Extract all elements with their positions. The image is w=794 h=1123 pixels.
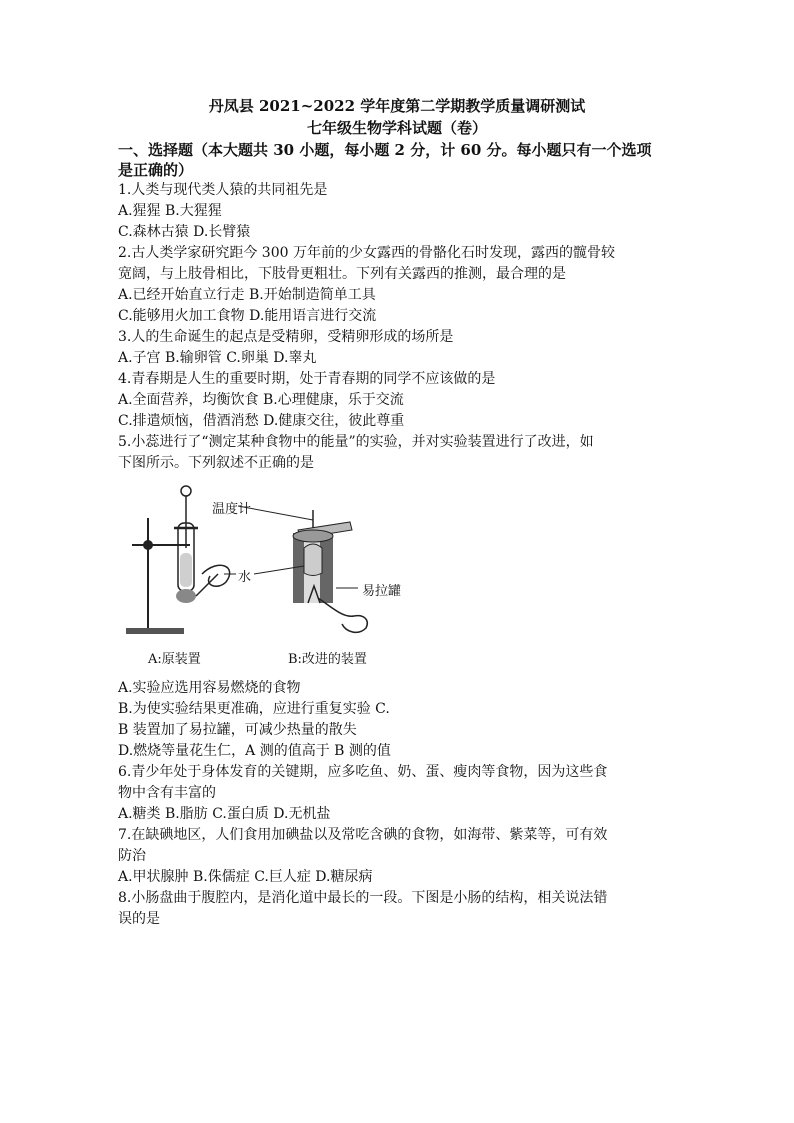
exam-title: 丹凤县 2021~2022 学年度第二学期教学质量调研测试 — [208, 97, 586, 115]
question-7-stem-cont: 防治 — [118, 848, 146, 864]
hand-holder — [318, 598, 367, 632]
question-5-option-b: B.为使实验结果更准确，应进行重复实验 C. — [118, 701, 390, 717]
experiment-figure — [118, 478, 418, 670]
needle-handle — [196, 565, 230, 596]
question-7-options: A.甲状腺肿 B.侏儒症 C.巨人症 D.糖尿病 — [118, 869, 373, 885]
apparatus-b — [293, 510, 367, 632]
label-thermometer: 温度计 — [212, 502, 252, 517]
question-2-options-ab: A.已经开始直立行走 B.开始制造简单工具 — [118, 287, 376, 303]
caption-a: A:原装置 — [148, 652, 201, 667]
exam-subtitle: 七年级生物学科试题（卷） — [306, 119, 487, 137]
question-5-stem-cont: 下图所示。下列叙述不正确的是 — [118, 455, 314, 471]
tube-water — [180, 553, 192, 587]
stand-base — [126, 628, 184, 634]
question-1-options-cd: C.森林古猿 D.长臂猿 — [118, 224, 251, 240]
question-3-options: A.子宫 B.输卵管 C.卵巢 D.睾丸 — [118, 350, 317, 366]
inner-tube — [304, 544, 322, 576]
clamp-joint — [144, 541, 152, 549]
question-5-option-c: B 装置加了易拉罐，可减少热量的散失 — [118, 722, 357, 738]
can-top — [293, 530, 333, 542]
question-8-stem: 8.小肠盘曲于腹腔内，是消化道中最长的一段。下图是小肠的结构，相关说法错 — [118, 890, 608, 906]
burning-food — [176, 589, 196, 603]
question-4-stem: 4.青春期是人生的重要时期，处于青春期的同学不应该做的是 — [118, 371, 496, 387]
question-2-stem-cont: 宽阔，与上肢骨相比，下肢骨更粗壮。下列有关露西的推测，最合理的是 — [118, 266, 566, 282]
question-7-stem: 7.在缺碘地区，人们食用加碘盐以及常吃含碘的食物，如海带、紫菜等，可有效 — [118, 827, 608, 843]
question-1-options-ab: A.猩猩 B.大猩猩 — [118, 203, 222, 219]
question-6-stem: 6.青少年处于身体发育的关键期，应多吃鱼、奶、蛋、瘦肉等食物，因为这些食 — [118, 764, 608, 780]
question-5-option-d: D.燃烧等量花生仁，A 测的值高于 B 测的值 — [118, 743, 391, 759]
question-6-stem-cont: 物中含有丰富的 — [118, 785, 216, 801]
question-5-stem: 5.小蕊进行了“测定某种食物中的能量”的实验，并对实验装置进行了改进，如 — [118, 434, 594, 450]
question-4-options-cd: C.排遣烦恼，借酒消愁 D.健康交往，彼此尊重 — [118, 413, 405, 429]
thermometer-top — [181, 486, 191, 496]
label-can: 易拉罐 — [362, 584, 402, 599]
experiment-diagram — [118, 478, 418, 670]
question-5-option-a: A.实验应选用容易燃烧的食物 — [118, 680, 301, 696]
question-2-options-cd: C.能够用火加工食物 D.能用语言进行交流 — [118, 308, 377, 324]
question-1-stem: 1.人类与现代类人猿的共同祖先是 — [118, 182, 328, 198]
question-2-stem: 2.古人类学家研究距今 300 万年前的少女露西的骨骼化石时发现，露西的髋骨较 — [118, 245, 615, 261]
question-3-stem: 3.人的生命诞生的起点是受精卵，受精卵形成的场所是 — [118, 329, 454, 345]
section-heading-cont: 是正确的） — [118, 161, 194, 179]
label-water: 水 — [238, 570, 252, 585]
question-6-options: A.糖类 B.脂肪 C.蛋白质 D.无机盐 — [118, 806, 331, 822]
question-4-options-ab: A.全面营养，均衡饮食 B.心理健康，乐于交流 — [118, 392, 404, 408]
question-8-stem-cont: 误的是 — [118, 911, 160, 927]
caption-b: B:改进的装置 — [288, 652, 367, 667]
section-heading: 一、选择题（本大题共 30 小题，每小题 2 分，计 60 分。每小题只有一个选项 — [118, 141, 652, 159]
